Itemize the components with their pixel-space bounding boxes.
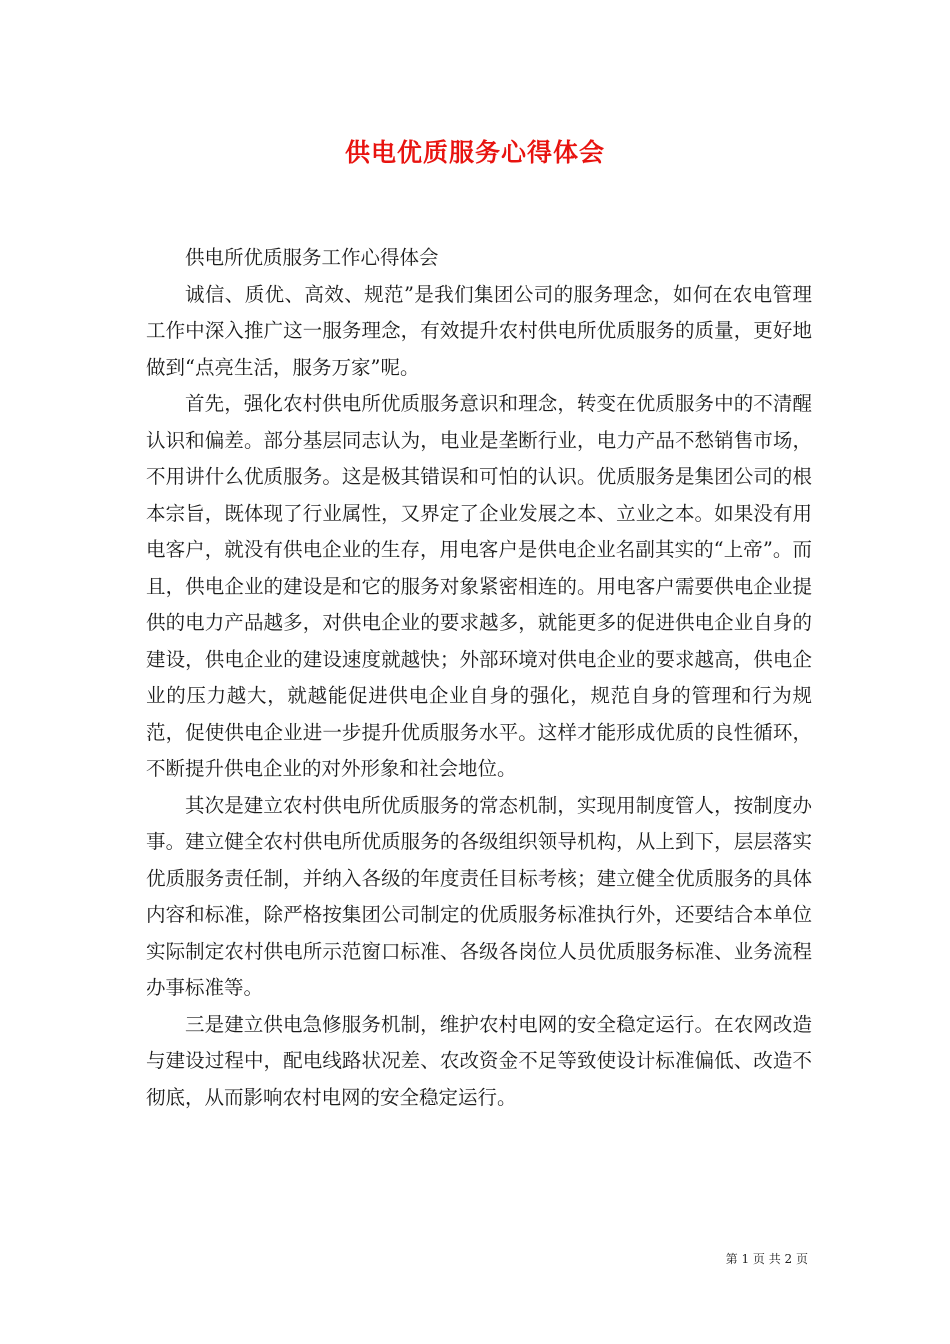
paragraph-1: 诚信、质优、高效、规范”是我们集团公司的服务理念，如何在农电管理工作中深入推广这一服务理念，有效提升农村供电所优质服务的质量，更好地做到“点亮生活，服务万家”呢。 [146, 282, 812, 379]
paragraph-3: 其次是建立农村供电所优质服务的常态机制，实现用制度管人，按制度办事。建立健全农村供电所优质服务的各级组织领导机构，从上到下，层层落实优质服务责任制，并纳入各级的年度责任目标考核；建立健全优质服务的具体内容和标准，除严格按集团公司制定的优质服务标准执行外，还要结合本单位实际制定农村供电所示范窗口标准、各级各岗位人员优质服务标准、业务流程办事标准等。 [146, 793, 812, 999]
paragraph-2: 首先，强化农村供电所优质服务意识和理念，转变在优质服务中的不清醒认识和偏差。部分基层同志认为，电业是垄断行业，电力产品不愁销售市场，不用讲什么优质服务。这是极其错误和可怕的认识。优质服务是集团公司的根本宗旨，既体现了行业属性，又界定了企业发展之本、立业之本。如果没有用电客户，就没有供电企业的生存，用电客户是供电企业名副其实的“上帝”。而且，供电企业的建设是和它的服务对象紧密相连的。用电客户需要供电企业提供的电力产品越多，对供电企业的要求越多，就能更多的促进供电企业自身的建设，供电企业的建设速度就越快；外部环境对供电企业的要求越高，供电企业的压力越大，就越能促进供电企业自身的强化，规范自身的管理和行为规范，促使供电企业进一步提升优质服务水平。这样才能形成优质的良性循环，不断提升供电企业的对外形象和社会地位。 [146, 392, 812, 780]
document-body [146, 240, 812, 1116]
paragraph-4: 三是建立供电急修服务机制，维护农村电网的安全稳定运行。在农网改造与建设过程中，配电线路状况差、农改资金不足等致使设计标准偏低、改造不彻底，从而影响农村电网的安全稳定运行。 [146, 1012, 812, 1109]
document-subtitle: 供电所优质服务工作心得体会 [185, 246, 439, 269]
document-title: 供电优质服务心得体会 [344, 138, 605, 167]
page-number-footer: 第 1 页 共 2 页 [725, 1252, 808, 1266]
